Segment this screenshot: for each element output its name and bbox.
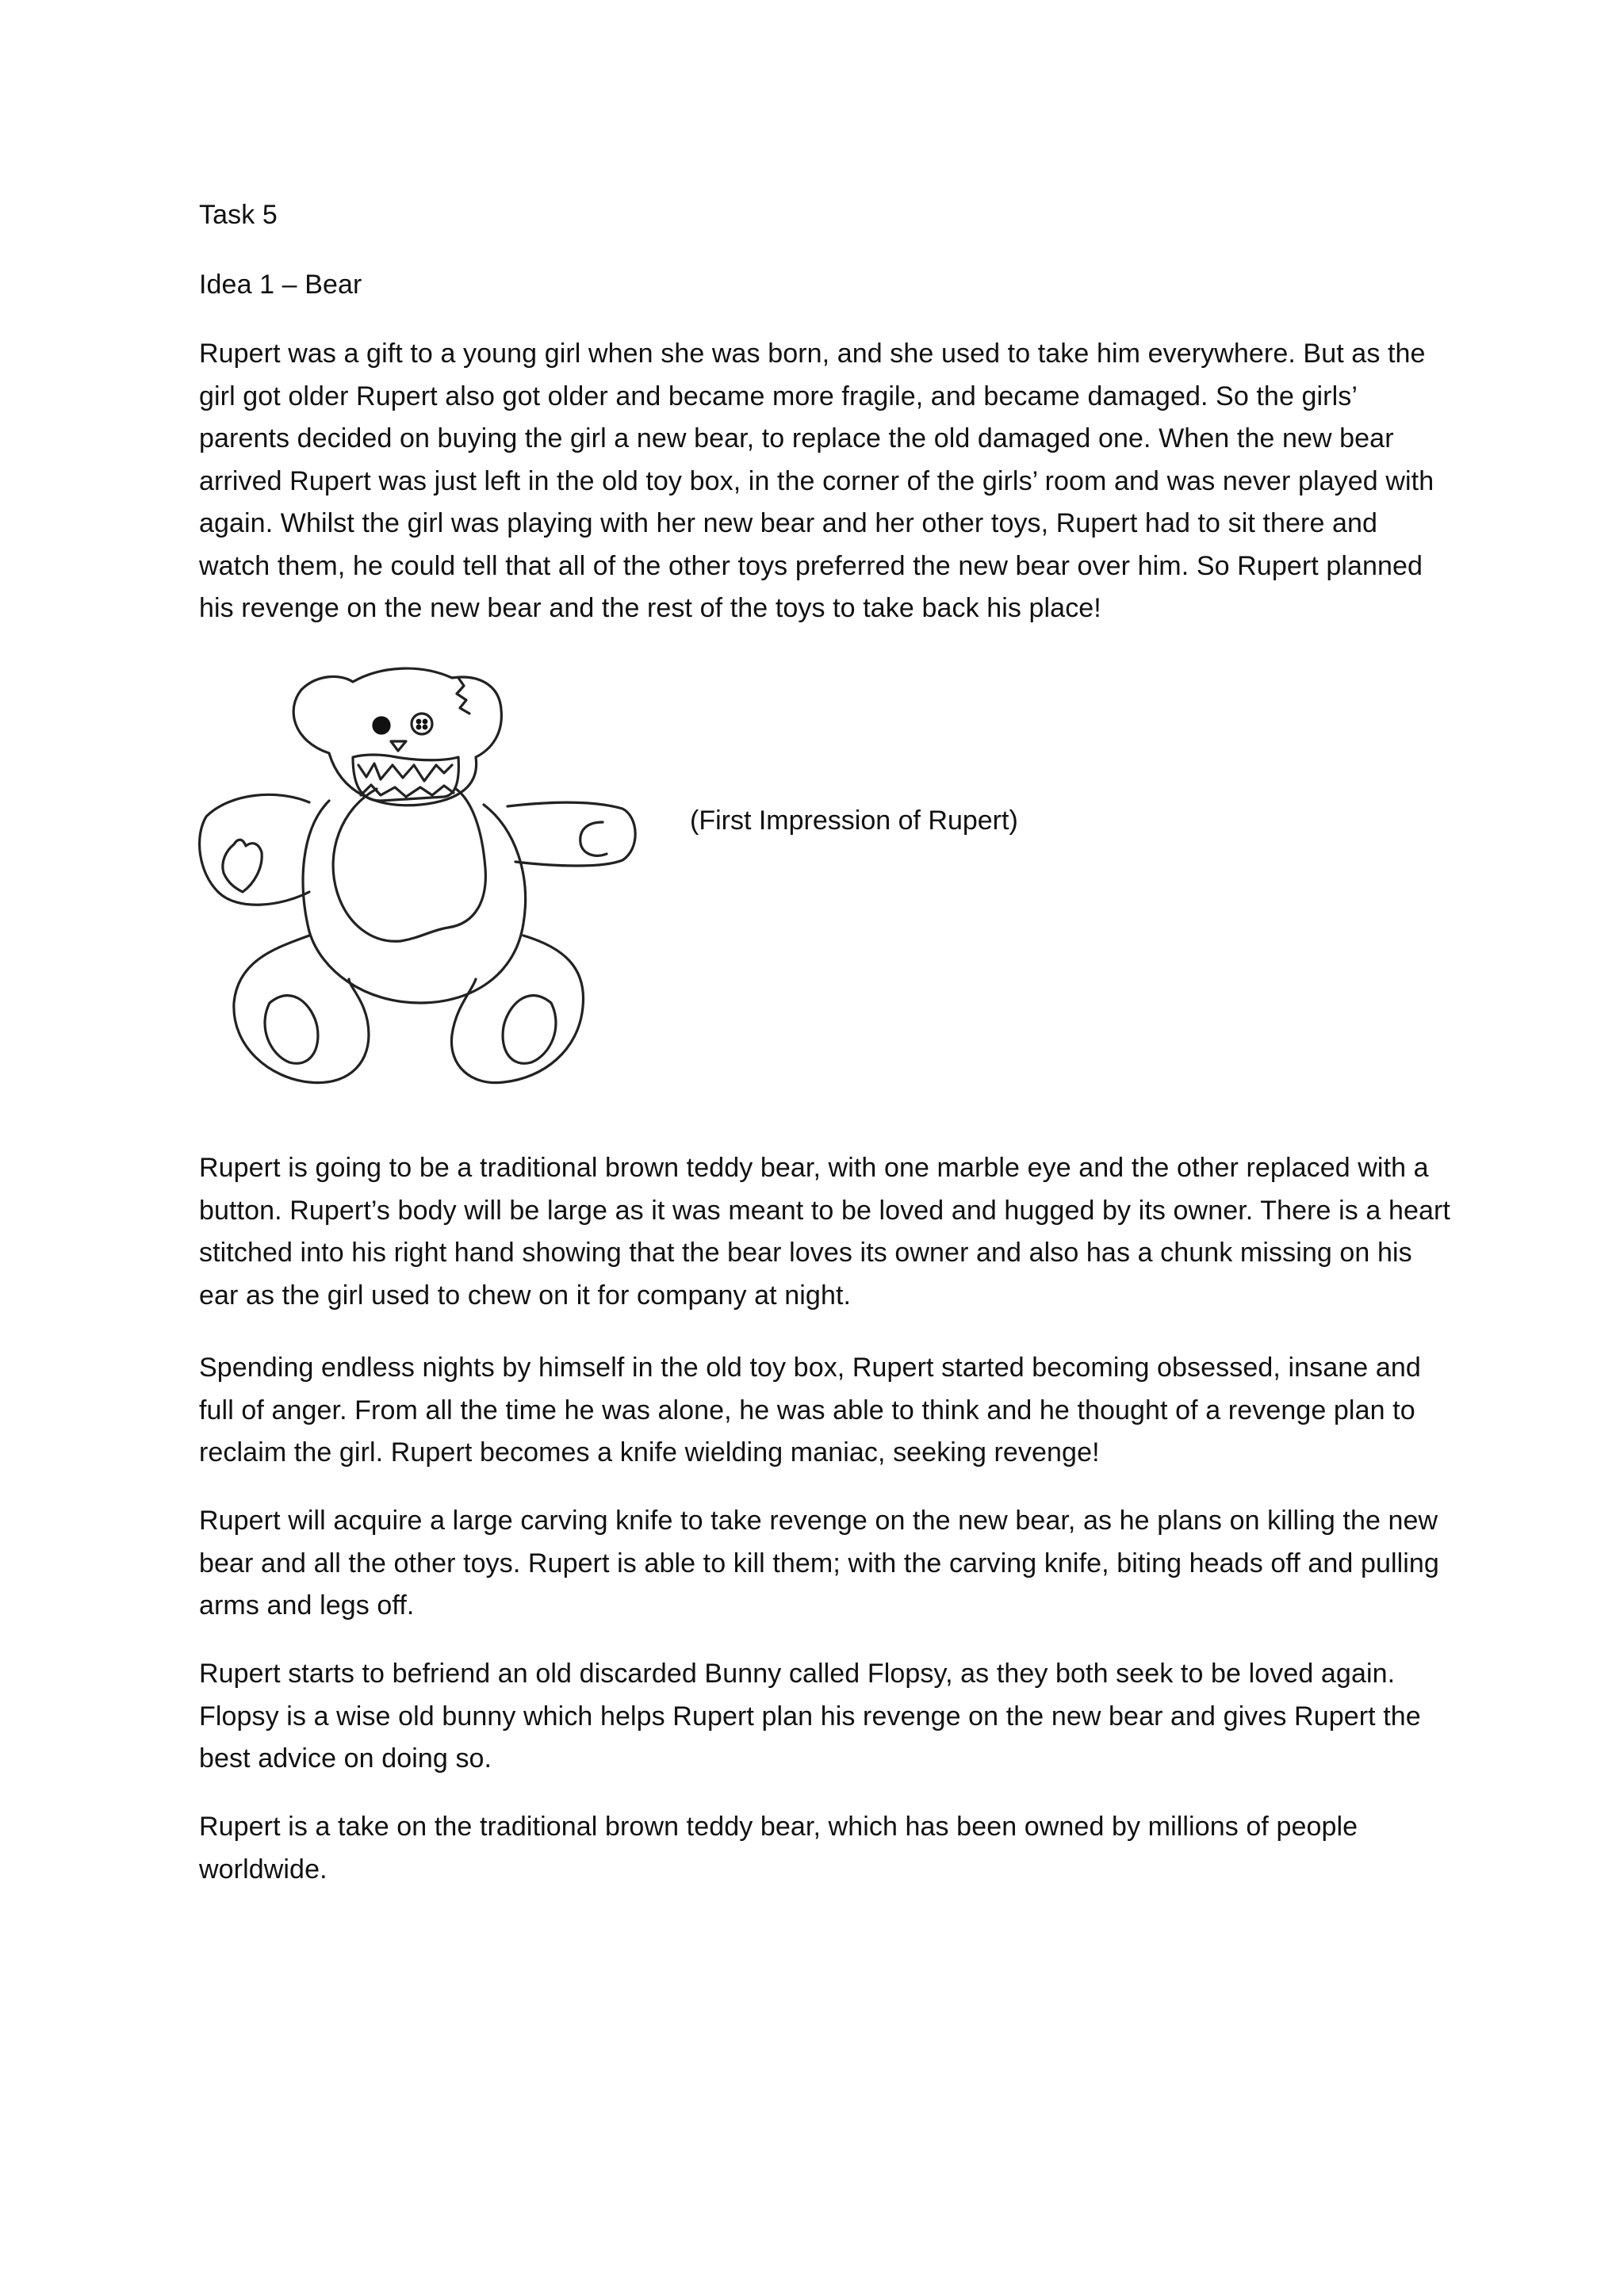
nose-icon (391, 741, 406, 751)
paragraph-appearance: Rupert is going to be a traditional brown teddy bear, with one marble eye and the other replaced with a button. Rupert’s body will be large as it was meant to be loved and hugged by its owner. There is a heart stitched into his right hand showing that the bear loves its owner and also has a chunk missing on his ear as the girl used to chew on it for company at night. (199, 1153, 1450, 1311)
paragraph-flopsy: Rupert starts to befriend an old discarded Bunny called Flopsy, as they both seek to be loved again. Flopsy is a wise old bunny which helps Rupert plan his revenge on the new bear and gives Rupert the best advice on doing so. (199, 1659, 1421, 1774)
paragraph-obsession: Spending endless nights by himself in the old toy box, Rupert started becoming obsessed, insane and full of anger. From all the time he was alone, he was able to think and he thought of a revenge plan to reclaim the girl. Rupert becomes a knife wielding maniac, seeking revenge! (199, 1353, 1421, 1468)
paragraph-knife: Rupert will acquire a large carving knife to take revenge on the new bear, as he plans on killing the new bear and all the other toys. Rupert is able to kill them; with the carving knife, biting heads off and pulling arms and legs off. (199, 1506, 1439, 1621)
figure-caption: (First Impression of Rupert) (690, 806, 1018, 836)
bear-legs (234, 936, 584, 1083)
rupert-bear-sketch (190, 654, 650, 1090)
button-eye-icon (412, 714, 432, 734)
marble-eye-icon (373, 718, 389, 733)
bear-left-arm (200, 794, 309, 905)
paragraph-summary: Rupert is a take on the traditional brown teddy bear, which has been owned by millions of people worldwide. (199, 1812, 1358, 1885)
paragraph-backstory: Rupert was a gift to a young girl when she was born, and she used to take him everywhere. But as the girl got older Rupert also got older and became more fragile, and became damaged. So the girls’ parents decided on buying the girl a new bear, to replace the old damaged one. When the new bear arrived Rupert was just left in the old toy box, in the corner of the girls’ room and was never played with again. Whilst the girl was playing with her new bear and her other toys, Rupert had to sit there and watch them, he could tell that all of the other toys preferred the new bear over him. So Rupert planned his revenge on the new bear and the rest of the toys to take back his place! (199, 339, 1434, 623)
chewed-ear-gap (457, 678, 469, 714)
heart-stitch-icon (223, 840, 262, 892)
bear-head (293, 668, 501, 806)
bear-right-arm (508, 802, 635, 866)
bear-torso (303, 789, 526, 1003)
task-heading: Task 5 (199, 200, 278, 230)
idea-title: Idea 1 – Bear (199, 270, 362, 300)
